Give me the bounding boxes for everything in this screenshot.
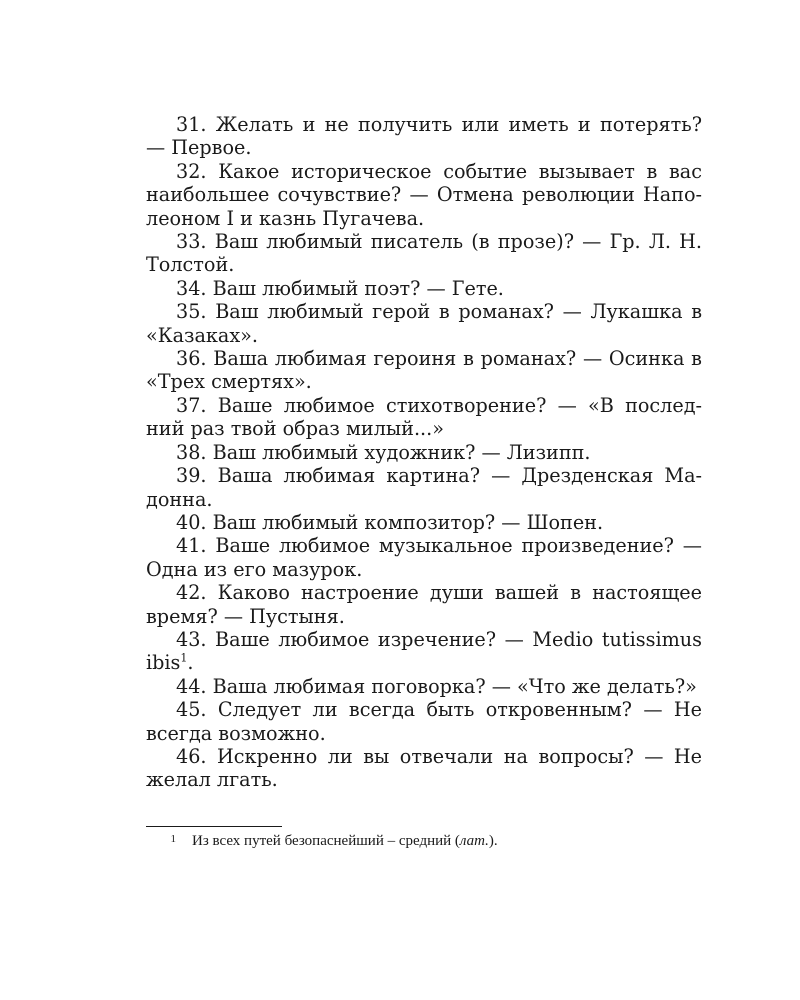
answer-43-end: . — [187, 651, 194, 675]
answer-43-text: 43. Ваше любимое изречение? — Medio tutissimus ibis — [146, 627, 702, 675]
answer-35: 35. Ваш любимый герой в романах? — Лукашка в «Казаках». — [146, 300, 702, 347]
answer-37: 37. Ваше любимое стихотворение? — «В последний раз твой образ милый...» — [146, 393, 702, 441]
footnote-reference[interactable]: 1 — [180, 651, 188, 665]
footnote-text: Из всех путей безопаснейший – средний ( — [192, 833, 460, 849]
footnote-divider — [146, 826, 282, 827]
footnote-end: ). — [488, 833, 498, 849]
answer-39: 39. Ваша любимая картина? — Дрезденская Мадонна. — [146, 464, 702, 511]
answer-46: 46. Искренно ли вы отвечали на вопросы? — Не желал лгать. — [146, 744, 702, 792]
footnote — [146, 832, 702, 850]
answer-44: 44. Ваша любимая поговорка? — «Что же делать?» — [176, 674, 697, 698]
answer-41: 41. Ваше любимое музыкальное произведение? — Одна из его мазурок. — [146, 534, 702, 581]
answer-43 — [146, 628, 702, 675]
footnote-number: 1 — [170, 833, 176, 845]
answer-34: 34. Ваш любимый поэт? — Гете. — [176, 276, 504, 300]
answer-40: 40. Ваш любимый композитор? — Шопен. — [176, 510, 604, 534]
answer-38: 38. Ваш любимый художник? — Лизипп. — [176, 440, 591, 464]
answer-31: 31. Желать и не получить или иметь и потерять? — Первое. — [146, 113, 702, 160]
answer-36: 36. Ваша любимая героиня в романах? — Осинка в «Трех смертях». — [146, 347, 702, 394]
questionnaire-text — [146, 113, 702, 792]
answer-32: 32. Какое историческое событие вызывает в вас наибольшее сочувствие? — Отмена революции Наполеоном I и казнь Пугачева. — [146, 159, 702, 230]
footnote-language: лат. — [459, 833, 489, 849]
answer-45: 45. Следует ли всегда быть откровенным? — Не всегда возможно. — [146, 698, 702, 745]
answer-42: 42. Каково настроение души вашей в настоящее время? — Пустыня. — [146, 581, 702, 628]
answer-33: 33. Ваш любимый писатель (в прозе)? — Гр. Л. Н. Толстой. — [146, 230, 702, 277]
